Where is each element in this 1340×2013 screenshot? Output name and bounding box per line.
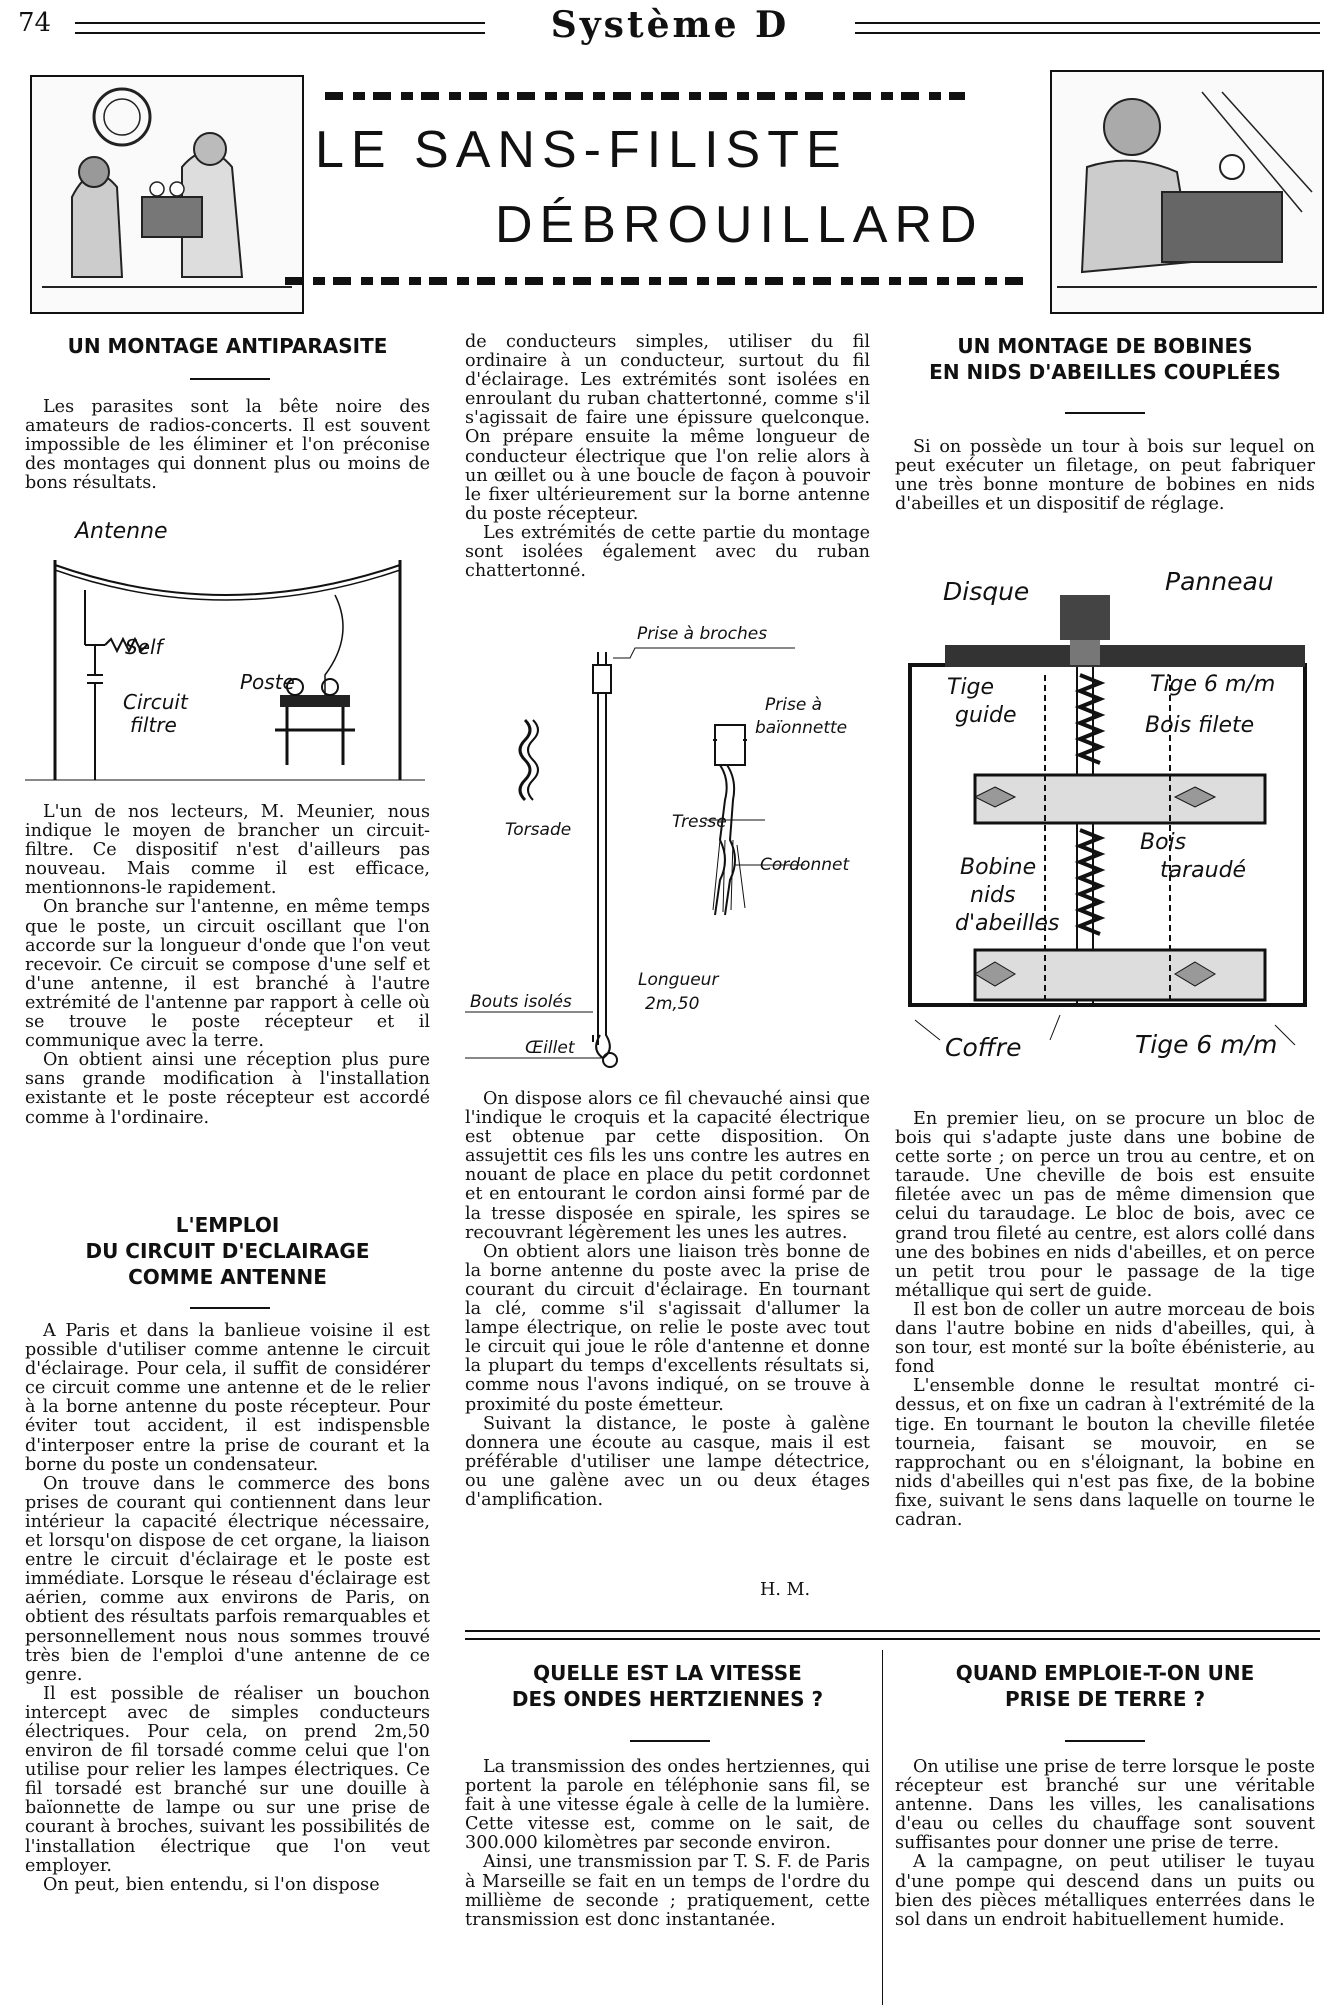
label-cordonnet: Cordonnet (760, 855, 850, 875)
label-panneau: Panneau (1165, 567, 1274, 596)
article2-signature: H. M. (760, 1580, 811, 1600)
banner-illustration-left (30, 75, 304, 314)
label-poste: Poste (240, 670, 295, 694)
label-bois-filete: Bois filete (1145, 713, 1255, 738)
article2-continuation-paragraph: On obtient alors une liaison très bonne de la borne antenne du poste avec la prise de courant du circuit d'éclairage. En tournant la clé, comme s'il s'agissait d'allumer la lampe électrique, on relie le poste avec tout le circuit qui joue le rôle d'antenne et donne la plupart du temps d'excellents résultats si, comme nous l'avons indiqué, on se trouve à proximité du poste émetteur. (465, 1241, 870, 1415)
article2-paragraph: Il est possible de réaliser un bouchon intercept avec de simples conducteurs électriques. Pour cela, on prend 2m,50 environ de fil torsadé comme celui que l'on utilise pour relier les lampes électriques. Ce fil torsadé est branché sur une douille à baïonnette de lampe ou sur une prise de courant à broches, suivant les possibilités de l'installation électrique que l'on veut employer. (25, 1683, 430, 1876)
bottom-column-divider (882, 1650, 883, 2005)
article3-heading-line1: UN MONTAGE DE BOBINES (957, 334, 1253, 358)
article3-body (895, 1110, 1315, 1530)
article5-heading-rule (1065, 1740, 1145, 1742)
banner-illustration-right (1050, 70, 1324, 314)
header-rule-right (855, 22, 1320, 34)
label-antenne: Antenne (75, 519, 168, 544)
label-prise-baionnette-1: Prise à (765, 695, 823, 715)
article2-heading (25, 1212, 430, 1290)
article2-heading-line1: L'EMPLOI (175, 1213, 280, 1237)
article2-paragraph: A Paris et dans la banlieue voisine il est possible d'utiliser comme antenne le circuit d'éclairage. Pour cela, il suffit de considérer ce circuit comme une antenne et de le relier à la borne antenne du poste récepteur. Pour éviter tout accident, il est indispensble d'interposer entre la prise de courant et la borne du poste un condensateur. (25, 1321, 430, 1475)
article3-intro (895, 438, 1315, 514)
article2-heading-rule (190, 1307, 270, 1309)
article4-paragraph: La transmission des ondes hertziennes, qui portent la parole en téléphonie sans fil, se fait à une vitesse égale à celle de la lumière. Cette vitesse est, comme on le sait, de 300.000 kilomètres par seconde environ. (465, 1757, 870, 1854)
label-disque: Disque (943, 577, 1030, 606)
article2-body (25, 1322, 430, 1895)
article5-heading-line2: PRISE DE TERRE ? (1004, 1687, 1206, 1711)
article4-heading (465, 1660, 870, 1712)
article2-continuation-bottom (465, 1090, 870, 1510)
article3-heading-line2: EN NIDS D'ABEILLES COUPLÉES (929, 360, 1281, 384)
article2-heading-line3: COMME ANTENNE (128, 1265, 327, 1289)
article1-heading-rule (190, 378, 270, 380)
article2-paragraph: On peut, bien entendu, si l'on dispose (43, 1874, 380, 1895)
label-bois-taraude-2: taraudé (1160, 858, 1247, 883)
article4-heading-line1: QUELLE EST LA VITESSE (533, 1661, 802, 1685)
article2-continuation-top (465, 333, 870, 581)
article5-heading (895, 1660, 1315, 1712)
article2-continuation-paragraph: Suivant la distance, le poste à galène donnera une écoute au casque, mais il est préférable d'utiliser une lampe détectrice, ou une galène avec un ou deux étages d'amplification. (465, 1413, 870, 1510)
banner-title-line2: DÉBROUILLARD (495, 196, 984, 254)
article1-intro (25, 398, 430, 493)
article3-heading-rule (1065, 412, 1145, 414)
article5-body (895, 1758, 1315, 1930)
wire-figure (465, 624, 865, 1075)
article3-heading (895, 333, 1315, 385)
article2-heading-line2: DU CIRCUIT D'ECLAIRAGE (85, 1239, 370, 1263)
label-filtre: filtre (130, 713, 177, 737)
label-coffre: Coffre (945, 1033, 1022, 1062)
article5-paragraph: A la campagne, on peut utiliser le tuyau d'une pompe qui descend dans un puits ou bien des pièces métalliques enterrées dans le sol dans un endroit habituellement humide. (895, 1852, 1315, 1930)
label-oeillet: Œillet (525, 1038, 575, 1058)
article2-continuation-text: Les extrémités de cette partie du montage sont isolées également avec du ruban chattertonné. (465, 522, 870, 582)
article4-body (465, 1758, 870, 1930)
banner-dashes-top (325, 92, 965, 100)
journal-title: Système D (550, 4, 790, 46)
article3-intro-text: Si on possède un tour à bois sur lequel on peut exécuter un filetage, on peut fabriquer une très bonne monture de bobines en nids d'abeilles et un dispositif de réglage. (895, 437, 1315, 515)
label-prise-broches: Prise à broches (637, 624, 768, 644)
label-tige-6mm: Tige 6 m/m (1150, 672, 1276, 697)
article1-paragraph: On branche sur l'antenne, en même temps que le poste, un circuit oscillant que l'on accorde sur la longueur d'onde que l'on veut recevoir. Ce circuit se compose d'une self et d'une antenne, il est branché à l'autre extrémité de l'antenne par rapport à celle où se trouve le poste récepteur et il communique avec la terre. (25, 897, 430, 1052)
article1-paragraph: On obtient ainsi une réception plus pure sans grande modification à l'installation existante et le poste récepteur est accordé comme à l'ordinaire. (25, 1050, 430, 1128)
article1-paragraph: L'un de nos lecteurs, M. Meunier, nous indique le moyen de brancher un circuit-filtre. Ce dispositif n'est d'ailleurs pas nouveau. Mais comme il est efficace, mentionnons-le rapidement. (25, 802, 430, 899)
banner-title-line1: LE SANS-FILISTE (315, 121, 848, 179)
article5-paragraph: On utilise une prise de terre lorsque le poste récepteur est branché sur une véritable antenne. Dans les villes, les canalisations d'eau ou celles du chauffage sont souvent suffisantes pour donner une prise de terre. (895, 1757, 1315, 1854)
label-bobine-3: d'abeilles (955, 911, 1060, 936)
label-tige-6mm-bas: Tige 6 m/m (1135, 1030, 1278, 1059)
label-bouts-isoles: Bouts isolés (470, 992, 572, 1012)
coil-mount-figure (895, 567, 1320, 1080)
label-prise-baionnette-2: baïonnette (755, 718, 848, 738)
page-number: 74 (18, 8, 52, 38)
label-bois-taraude-1: Bois (1140, 830, 1187, 855)
label-tresse: Tresse (672, 812, 727, 832)
article3-paragraph: En premier lieu, on se procure un bloc de bois qui s'adapte juste dans une bobine de cette sorte ; on perce un trou au centre, et on taraude. Une cheville de bois est ensuite filetée avec un pas de même dimension que celui du taraudage. Le bloc de bois, avec ce grand trou fileté au centre, est alors collé dans une des bobines en nids d'abeilles, et on perce un petit trou pour le passage de la tige métallique qui sert de guide. (895, 1109, 1315, 1301)
article3-paragraph: L'ensemble donne le resultat montré ci-dessus, et on fixe un cadran à l'extrémité de la tige. En tournant le bouton la cheville filetée tourneia, faisant se mouvoir, en se rapprochant ou en s'éloignant, la bobine en nids d'abeilles qui n'est pas fixe, de la bobine fixe, suivant le sens dans laquelle on tourne le cadran. (895, 1376, 1315, 1530)
antenna-figure (25, 515, 435, 785)
label-circuit: Circuit (123, 690, 188, 714)
label-longueur-value: 2m,50 (645, 994, 700, 1014)
label-longueur: Longueur (638, 970, 719, 990)
article5-heading-line1: QUAND EMPLOIE-T-ON UNE (955, 1661, 1255, 1685)
bottom-section-rule (465, 1630, 1320, 1640)
article3-paragraph: Il est bon de coller un autre morceau de bois dans l'autre bobine en nids d'abeilles, qui, à son tour, est monté sur la boîte ébénisterie, au fond (895, 1299, 1315, 1378)
article2-paragraph: On trouve dans le commerce des bons prises de courant qui contiennent dans leur intérieur la capacité électrique nécessaire, et lorsqu'on dispose de cet organe, la liaison entre le circuit d'éclairage et le poste est immédiate. Lorsque le réseau d'éclairage est aérien, comme aux environs de Paris, on obtient des résultats parfois remarquables et personnellement nous nous sommes trouvé très bien de l'emploi d'une antenne de ce genre. (25, 1473, 430, 1685)
article1-heading: UN MONTAGE ANTIPARASITE (67, 334, 388, 358)
article4-heading-rule (630, 1740, 710, 1742)
article4-paragraph: Ainsi, une transmission par T. S. F. de Paris à Marseille se fait en un temps de l'ordre du millième de seconde ; pratiquement, cette transmission est donc instantanée. (465, 1852, 870, 1930)
label-tige-guide-2: guide (955, 703, 1017, 728)
label-bobine-1: Bobine (960, 855, 1037, 880)
article1-intro-text: Les parasites sont la bête noire des amateurs de radios-concerts. Il est souvent impossible de les éliminer et l'on préconise des montages qui donnent plus ou moins de bons résultats. (25, 397, 430, 494)
article2-continuation-paragraph: On dispose alors ce fil chevauché ainsi que l'indique le croquis et la capacité électrique est obtenue par cette disposition. On assujettit ces fils les uns contre les autres en nouant de place en place du petit cordonnet et en entourant le cordon ainsi formé par de la tresse disposée en spirale, les spires se recouvrant légèrement les unes les autres. (465, 1089, 870, 1243)
article4-heading-line2: DES ONDES HERTZIENNES ? (511, 1687, 824, 1711)
label-bobine-2: nids (970, 883, 1016, 908)
label-torsade: Torsade (505, 820, 572, 840)
label-tige-guide-1: Tige (947, 675, 995, 700)
article1-body (25, 803, 430, 1128)
label-self: Self (125, 635, 163, 659)
article2-continuation-text: de conducteurs simples, utiliser du fil ordinaire à un conducteur, surtout du fil d'éclairage. Les extrémités sont isolées en enroulant du ruban chattertonné, comme s'il s'agissait de faire une épissure quelconque. On prépare ensuite la même longueur de conducteur électrique que l'on relie alors à un œillet ou à une boucle de façon à pouvoir le fixer ultérieurement sur la borne antenne du poste récepteur. (465, 332, 870, 524)
banner-dashes-bottom (285, 277, 1030, 285)
